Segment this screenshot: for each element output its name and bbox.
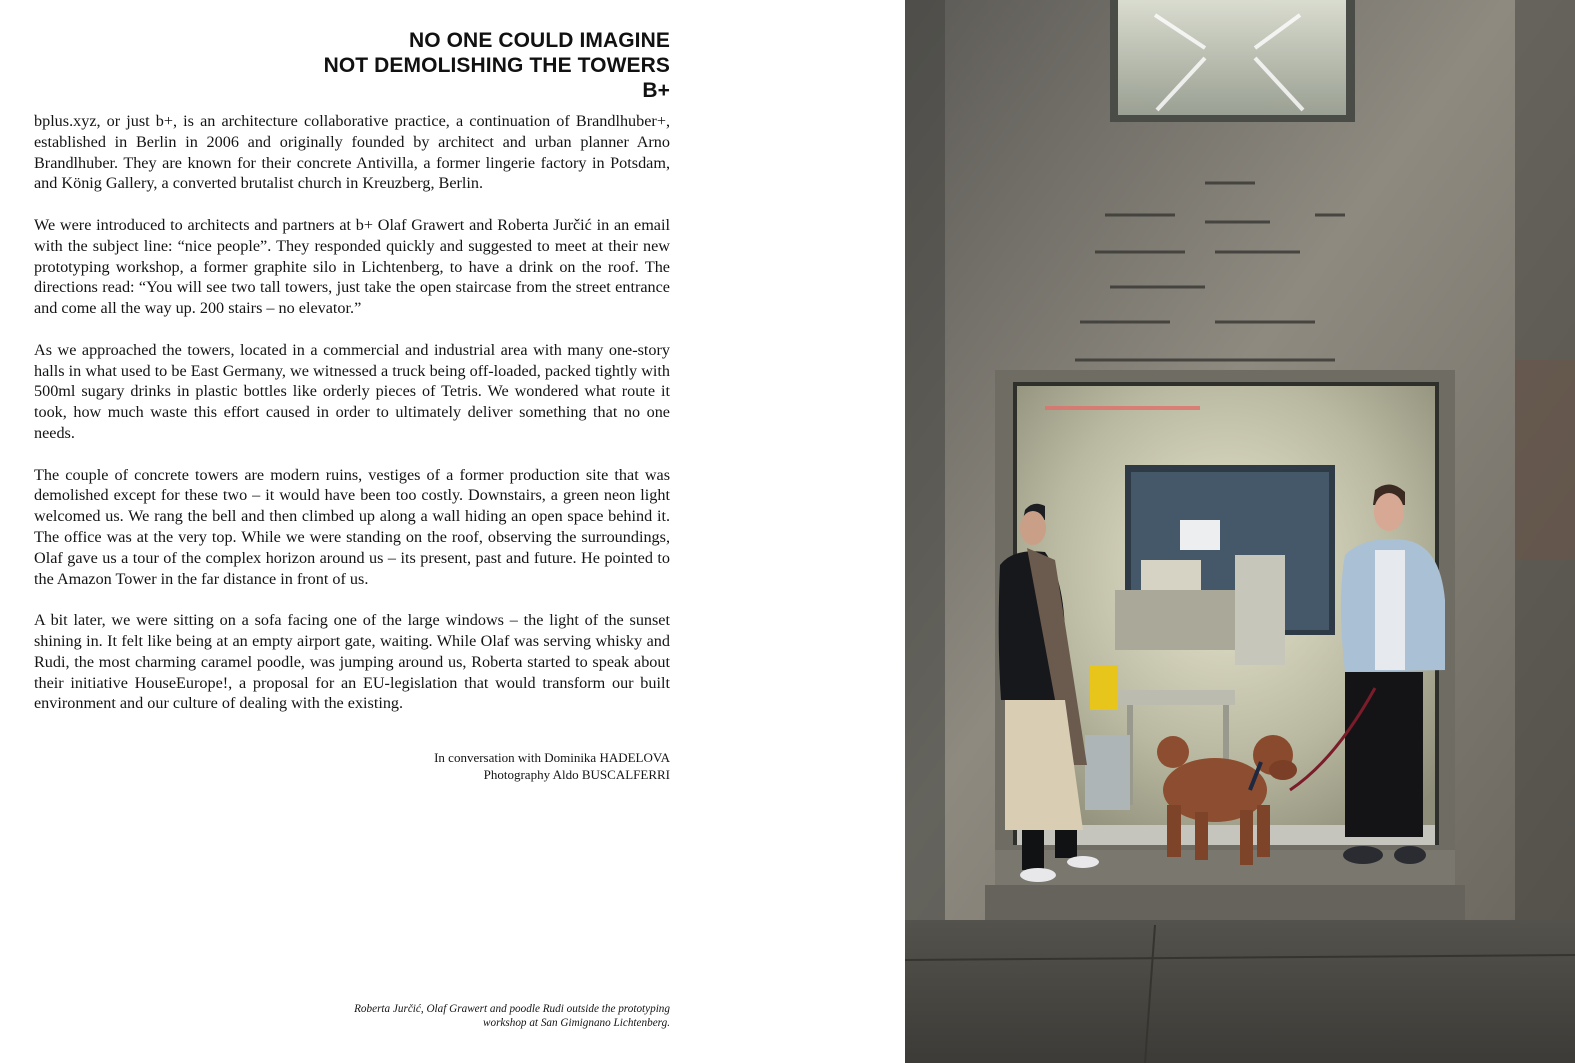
headline-line-3: B+ — [642, 79, 670, 102]
photo-caption — [300, 1002, 670, 1030]
headline-line-1: NO ONE COULD IMAGINE — [408, 29, 670, 52]
headline-line-2: NOT DEMOLISHING THE TOWERS — [323, 54, 670, 77]
article-credits — [300, 750, 670, 783]
body-paragraph-2: We were introduced to architects and partners at b+ Olaf Grawert and Roberta Jurčić in an email with the subject line: “nice people”. They responded quickly and suggested to meet at their new prototyping workshop, a former graphite silo in Lichtenberg, to have a drink on the roof. The directions read: “You will see two tall towers, just take the open staircase from the street entrance and come all the way up. 200 stairs – no elevator.” — [34, 215, 670, 318]
article-body — [34, 111, 670, 735]
pavement — [905, 920, 1575, 1063]
body-paragraph-5: A bit later, we were sitting on a sofa facing one of the large windows – the light of the sunset shining in. It felt like being at an empty airport gate, waiting. While Olaf was serving whisky and Rudi, the most charming caramel poodle, was jumping around us, Roberta started to speak about their initiative HouseEurope!, a proposal for an EU-legislation that would transform our built environment and our culture of dealing with the existing. — [34, 611, 670, 713]
caption-line-2: workshop at San Gimignano Lichtenberg. — [483, 1017, 670, 1029]
photography-credit: Photography Aldo BUSCALFERRI — [483, 766, 670, 782]
body-paragraph-3: As we approached the towers, located in a commercial and industrial area with many one-story halls in what used to be East Germany, we witnessed a truck being off-loaded, packed tightly with 500ml sugary drinks in plastic bottles like orderly pieces of Tetris. We wondered what route it took, how much waste this effort caused in order to ultimately deliver something that no one needs. — [34, 340, 670, 442]
article-headline — [200, 28, 670, 103]
body-paragraph-4: The couple of concrete towers are modern ruins, vestiges of a former production site that was demolished except for these two – it would have been too costly. Downstairs, a green neon light welcomed us. We rang the bell and then climbed up along a wall hiding an open space behind it. The office was at the very top. While we were standing on the roof, observing the surroundings, Olaf gave us a tour of the complex horizon around us – its present, past and future. He pointed to the Amazon Tower in the far distance in front of us. — [34, 465, 670, 588]
cover-photo — [905, 0, 1575, 1063]
body-paragraph-1: bplus.xyz, or just b+, is an architecture collaborative practice, a continuation of Brandlhuber+, established in Berlin in 2006 and originally founded by architect and urban planner Arno Brandlhuber. They are known for their concrete Antivilla, a former lingerie factory in Potsdam, and König Gallery, a converted brutalist church in Kreuzberg, Berlin. — [34, 112, 670, 193]
interview-credit: In conversation with Dominika HADELOVA — [434, 750, 670, 765]
photo-illustration — [905, 0, 1575, 1063]
skylight — [1110, 0, 1355, 122]
caption-line-1: Roberta Jurčić, Olaf Grawert and poodle Rudi outside the prototyping — [354, 1003, 670, 1015]
